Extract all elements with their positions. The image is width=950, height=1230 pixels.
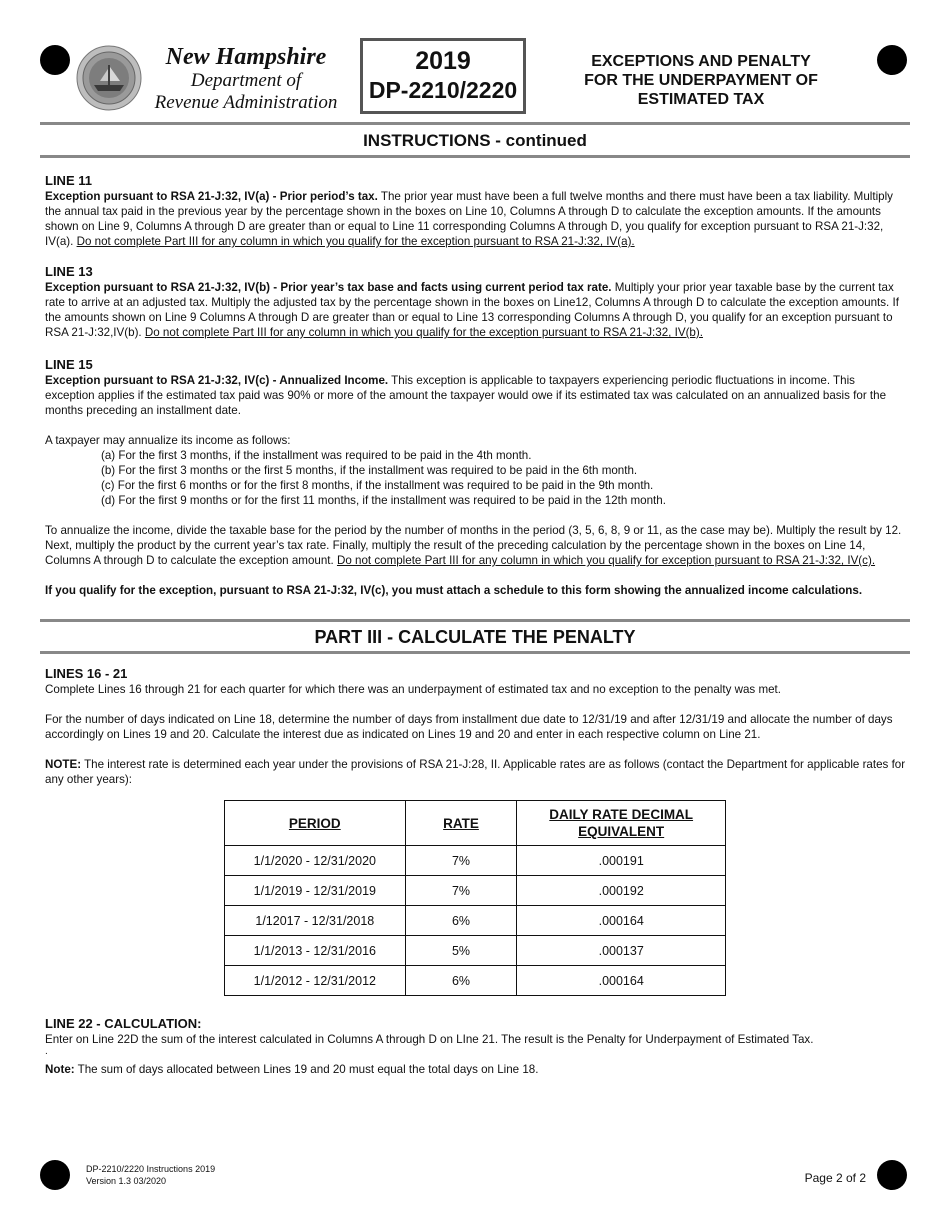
table-row <box>225 936 726 966</box>
agency-line-1: New Hampshire <box>165 44 327 70</box>
line-15-section <box>45 357 907 598</box>
form-title-line-2: FOR THE UNDERPAYMENT OF <box>584 72 818 89</box>
rate-cell: 7% <box>405 846 517 876</box>
form-title-line-1: EXCEPTIONS AND PENALTY <box>591 53 811 70</box>
period-cell: 1/1/2013 - 12/31/2016 <box>225 936 406 966</box>
interest-rate-note-label: NOTE: <box>45 758 82 771</box>
line-11-text <box>45 189 907 249</box>
lines-16-21-section <box>45 666 907 787</box>
period-cell: 1/12017 - 12/31/2018 <box>225 906 406 936</box>
agency-line-2: Department of <box>190 70 302 91</box>
line-15-bold: Exception pursuant to RSA 21-J:32, IV(c) - Annualized Income. <box>45 374 389 387</box>
rate-cell: 5% <box>405 936 517 966</box>
rule-top <box>40 122 910 125</box>
column-header-daily-rate: DAILY RATE DECIMAL EQUIVALENT <box>517 801 726 846</box>
registration-mark-top-right <box>877 45 907 75</box>
table-row <box>225 966 726 996</box>
agency-line-3: Revenue Administration <box>154 92 338 113</box>
lines-16-21-paragraph-2: For the number of days indicated on Line 18, determine the number of days from installment due date to 12/31/19 and after 12/31/19 and allocate the number of days accordingly on Lines 19 and 20. Calculate the interest due as indicated on Lines 19 and 20 and enter in each respective column on Line 21. <box>45 713 893 741</box>
footer-form-info <box>86 1163 215 1187</box>
state-seal-logo <box>76 45 142 111</box>
line-13-body: Multiply your prior year taxable base by the current tax rate to arrive at an adjusted tax. Multiply the adjusted tax by the percentage shown in the boxes on Line12, Columns A through D to calculate the exception amounts. If the amounts shown on Line 9 Columns A through D are greater than or equal to Line 13 corresponding Columns A through D, you qualify for an exception pursuant to RSA 21-J:32,IV(b). <box>45 281 899 339</box>
registration-mark-bottom-right <box>877 1160 907 1190</box>
line-22-heading: LINE 22 - CALCULATION: <box>45 1016 202 1031</box>
annualize-option-d: (d) For the first 9 months or for the first 11 months, if the installment was required to be paid in the 12th month. <box>101 494 666 507</box>
rule-under-instructions <box>40 155 910 158</box>
rule-above-part-3 <box>40 619 910 622</box>
table-row <box>225 906 726 936</box>
line-13-heading: LINE 13 <box>45 264 93 279</box>
line-15-text <box>45 373 907 418</box>
daily-rate-cell: .000164 <box>517 966 726 996</box>
line-22-stray-mark: . <box>45 1046 48 1057</box>
line-11-heading: LINE 11 <box>45 173 92 188</box>
annualize-body: To annualize the income, divide the taxable base for the period by the number of months in the period (3, 5, 6, 8, 9 or 11, as the case may be). Multiply the result by 12. Next, multiply the product by the current year’s tax rate. Finally, multiply the result of the preceding calculation by the percentage shown in the boxes on Line 14, Columns A through D to calculate the exception amount. <box>45 524 902 567</box>
line-13-section <box>45 264 907 340</box>
form-year: 2019 <box>415 47 471 75</box>
daily-rate-cell: .000192 <box>517 876 726 906</box>
line-11-underline: Do not complete Part III for any column in which you qualify for the exception pursuant to RSA 21-J:32, IV(a). <box>76 235 635 248</box>
annualize-option-b: (b) For the first 3 months or the first 5 months, if the installment was required to be paid in the 6th month. <box>101 464 638 477</box>
rule-under-part-3 <box>40 651 910 654</box>
daily-rate-cell: .000137 <box>517 936 726 966</box>
column-header-period: PERIOD <box>225 801 406 846</box>
line-22-note-label: Note: <box>45 1063 75 1076</box>
table-row <box>225 876 726 906</box>
agency-name <box>140 44 352 114</box>
interest-rate-table <box>224 800 726 996</box>
line-13-bold: Exception pursuant to RSA 21-J:32, IV(b) - Prior year’s tax base and facts using current period tax rate. <box>45 281 612 294</box>
table-row <box>225 846 726 876</box>
line-11-section <box>45 173 907 249</box>
daily-rate-cell: .000191 <box>517 846 726 876</box>
line-15-body: This exception is applicable to taxpayers experiencing periodic fluctuations in income. This exception applies if the estimated tax paid was 90% or more of the amount the taxpayer would owe if its estimated tax was calculated on an annualized basis for the months preceding an installment date. <box>45 374 887 417</box>
line-15-heading: LINE 15 <box>45 357 93 372</box>
line-13-underline: Do not complete Part III for any column in which you qualify for the exception pursuant to RSA 21-J:32, IV(b). <box>144 326 703 339</box>
table-header-row <box>225 801 726 846</box>
daily-rate-cell: .000164 <box>517 906 726 936</box>
lines-16-21-paragraph-1: Complete Lines 16 through 21 for each quarter for which there was an underpayment of estimated tax and no exception to the penalty was met. <box>45 683 781 696</box>
annualize-intro: A taxpayer may annualize its income as follows: <box>45 434 291 447</box>
section-heading-part-3: PART III - CALCULATE THE PENALTY <box>314 627 636 647</box>
section-heading-instructions: INSTRUCTIONS - continued <box>363 131 587 150</box>
page-number: Page 2 of 2 <box>804 1171 866 1185</box>
form-title <box>566 52 836 109</box>
lines-16-21-heading: LINES 16 - 21 <box>45 666 128 681</box>
annualize-option-c: (c) For the first 6 months or for the first 8 months, if the installment was required to be paid in the 9th month. <box>101 479 654 492</box>
rate-cell: 6% <box>405 966 517 996</box>
registration-mark-top-left <box>40 45 70 75</box>
interest-rate-note <box>45 757 907 787</box>
footer-form-line: DP-2210/2220 Instructions 2019 <box>86 1164 216 1174</box>
registration-mark-bottom-left <box>40 1160 70 1190</box>
period-cell: 1/1/2019 - 12/31/2019 <box>225 876 406 906</box>
annualize-underline: Do not complete Part III for any column in which you qualify for exception pursuant to RSA 21-J:32, IV(c). <box>336 554 876 567</box>
schedule-note: If you qualify for the exception, pursuant to RSA 21-J:32, IV(c), you must attach a schedule to this form showing the annualized income calculations. <box>45 584 863 597</box>
period-cell: 1/1/2020 - 12/31/2020 <box>225 846 406 876</box>
period-cell: 1/1/2012 - 12/31/2012 <box>225 966 406 996</box>
line-13-text <box>45 280 907 340</box>
line-11-body: The prior year must have been a full twelve months and there must have been a tax liability. Multiply the annual tax paid in the previous year by the percentage shown in the boxes on Line 10, Columns A through D to calculate the exception amounts. If the amounts shown on Line 9, Columns A through D are greater than or equal to Line 11 corresponding Columns A through D, you qualify for exception pursuant to RSA 21-J:32, IV(a). <box>45 190 893 248</box>
annualize-option-a: (a) For the first 3 months, if the installment was required to be paid in the 4th month. <box>101 449 532 462</box>
line-22-body: Enter on Line 22D the sum of the interest calculated in Columns A through D on LIne 21. The result is the Penalty for Underpayment of Estimated Tax. <box>45 1033 814 1046</box>
interest-rate-note-body: The interest rate is determined each year under the provisions of RSA 21-J:28, II. Applicable rates are as follows (contact the Department for applicable rates for any other years): <box>45 758 906 786</box>
column-header-rate: RATE <box>405 801 517 846</box>
line-22-note <box>45 1062 907 1077</box>
line-22-section <box>45 1016 907 1077</box>
line-22-note-body: The sum of days allocated between Lines 19 and 20 must equal the total days on Line 18. <box>74 1063 539 1076</box>
form-title-line-3: ESTIMATED TAX <box>637 91 765 108</box>
form-number-box <box>360 38 526 114</box>
form-number: DP-2210/2220 <box>368 77 518 103</box>
line-11-bold: Exception pursuant to RSA 21-J:32, IV(a) - Prior period’s tax. <box>45 190 378 203</box>
rate-cell: 7% <box>405 876 517 906</box>
annualize-text <box>45 523 907 568</box>
rate-cell: 6% <box>405 906 517 936</box>
footer-version-line: Version 1.3 03/2020 <box>86 1176 167 1186</box>
